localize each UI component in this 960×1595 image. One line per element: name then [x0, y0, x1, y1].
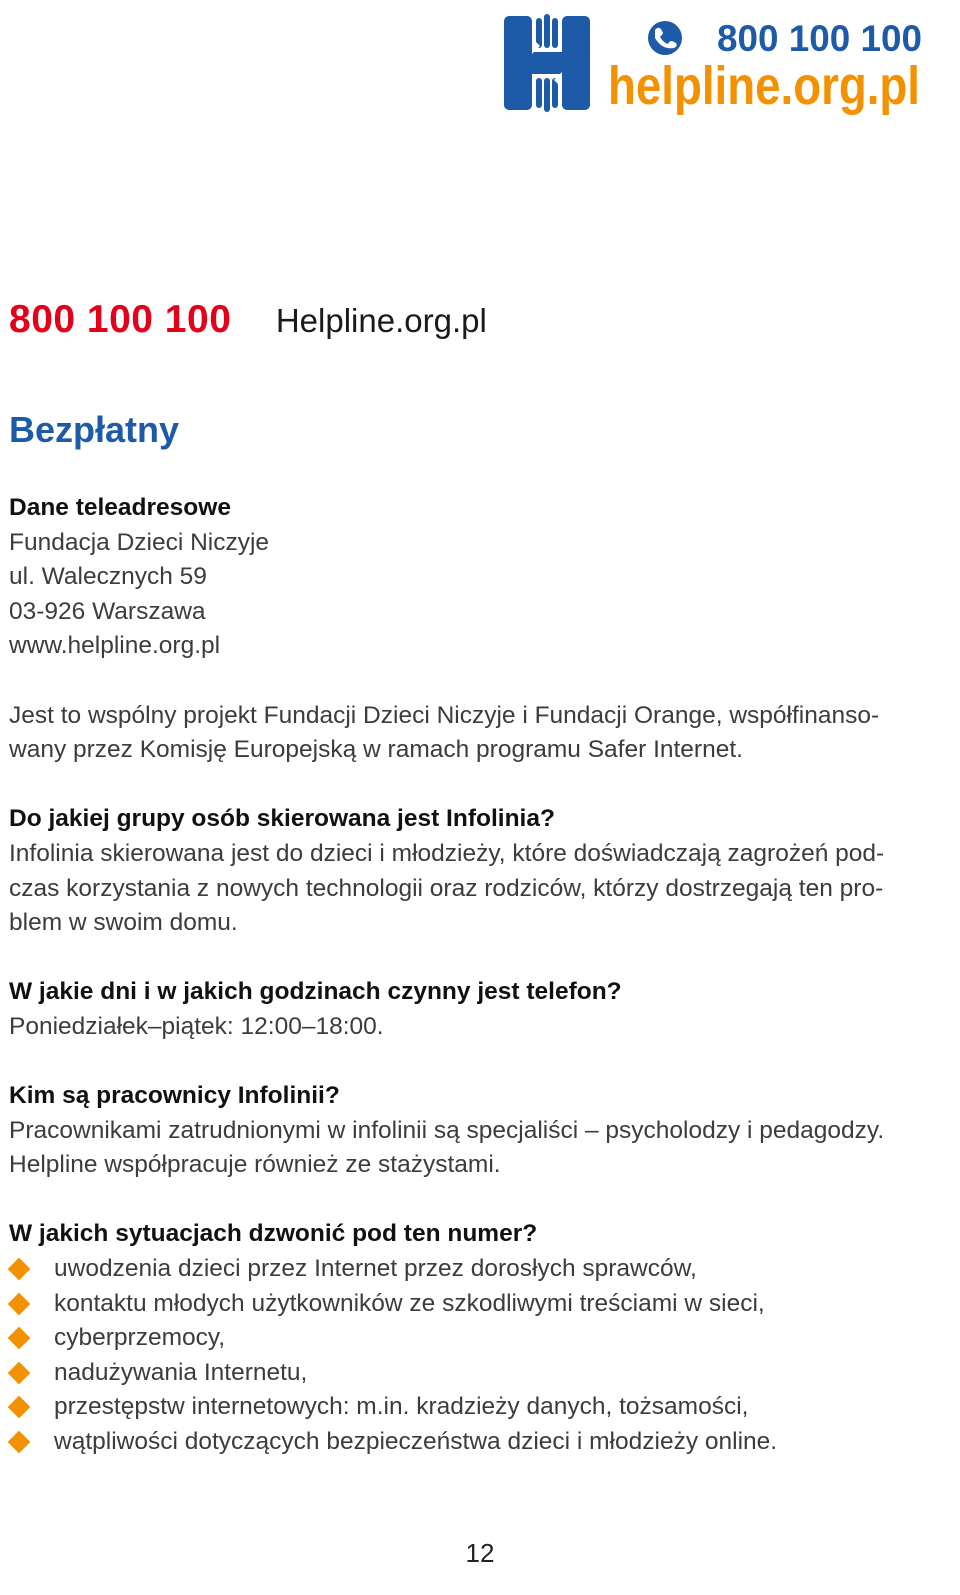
contact-website: www.helpline.org.pl: [9, 632, 221, 660]
list-item: kontaktu młodych użytkowników ze szkodliwymi treściami w sieci,: [9, 1287, 941, 1322]
contact-line: ul. Walecznych 59: [9, 563, 207, 591]
logo-brand-text: helpline.org.pl: [608, 56, 920, 116]
intro-line: wany przez Komisję Europejską w ramach programu Safer Internet.: [9, 736, 743, 764]
intro-line: Jest to wspólny projekt Fundacji Dzieci Niczyje i Fundacji Orange, współfinanso-: [9, 701, 880, 729]
diamond-bullet-icon: [8, 1396, 31, 1419]
diamond-bullet-icon: [8, 1258, 31, 1281]
diamond-bullet-icon: [8, 1292, 31, 1315]
contact-line: Fundacja Dzieci Niczyje: [9, 528, 270, 556]
question-hours: W jakie dni i w jakich godzinach czynny jest telefon?: [9, 978, 622, 1006]
answer-line: czas korzystania z nowych technologii oraz rodziców, którzy dostrzegają ten pro-: [9, 874, 884, 902]
answer-line: blem w swoim domu.: [9, 909, 238, 937]
logo-phone-text: 800 100 100: [717, 18, 922, 59]
list-item: cyberprzemocy,: [9, 1321, 941, 1356]
hands-h-icon: [504, 14, 590, 112]
phone-circle-icon: [648, 21, 682, 55]
title-row: [9, 298, 487, 348]
answer-line: Helpline współpracuje również ze stażystami.: [9, 1151, 501, 1179]
list-item: wątpliwości dotyczących bezpieczeństwa dzieci i młodzieży online.: [9, 1425, 941, 1460]
diamond-bullet-icon: [8, 1362, 31, 1385]
page-number: 12: [465, 1538, 495, 1568]
contact-heading: Dane teleadresowe: [9, 494, 231, 521]
helpline-logo: [502, 8, 932, 120]
question-situations: W jakich sytuacjach dzwonić pod ten numer?: [9, 1220, 538, 1248]
content: [9, 491, 941, 1460]
answer-line: Pracownikami zatrudnionymi w infolinii są specjaliści – psycholodzy i pedagodzy.: [9, 1116, 885, 1144]
list-item: nadużywania Internetu,: [9, 1356, 941, 1391]
answer-line: Infolinia skierowana jest do dzieci i młodzieży, które doświadczają zagrożeń pod-: [9, 839, 885, 867]
free-label: Bezpłatny: [9, 409, 180, 450]
question-target-group: Do jakiej grupy osób skierowana jest Infolinia?: [9, 805, 555, 833]
list-item: przestępstw internetowych: m.in. kradzieży danych, tożsamości,: [9, 1390, 941, 1425]
question-staff: Kim są pracownicy Infolinii?: [9, 1082, 340, 1110]
helpline-logo-graphic: [502, 8, 932, 120]
site-name: Helpline.org.pl: [275, 302, 487, 339]
diamond-bullet-icon: [8, 1431, 31, 1454]
situations-list: [9, 1252, 941, 1460]
diamond-bullet-icon: [8, 1327, 31, 1350]
list-item: uwodzenia dzieci przez Internet przez dorosłych sprawców,: [9, 1252, 941, 1287]
contact-line: 03-926 Warszawa: [9, 597, 206, 625]
hotline-number: 800 100 100: [9, 298, 232, 341]
answer-line: Poniedziałek–piątek: 12:00–18:00.: [9, 1012, 384, 1040]
